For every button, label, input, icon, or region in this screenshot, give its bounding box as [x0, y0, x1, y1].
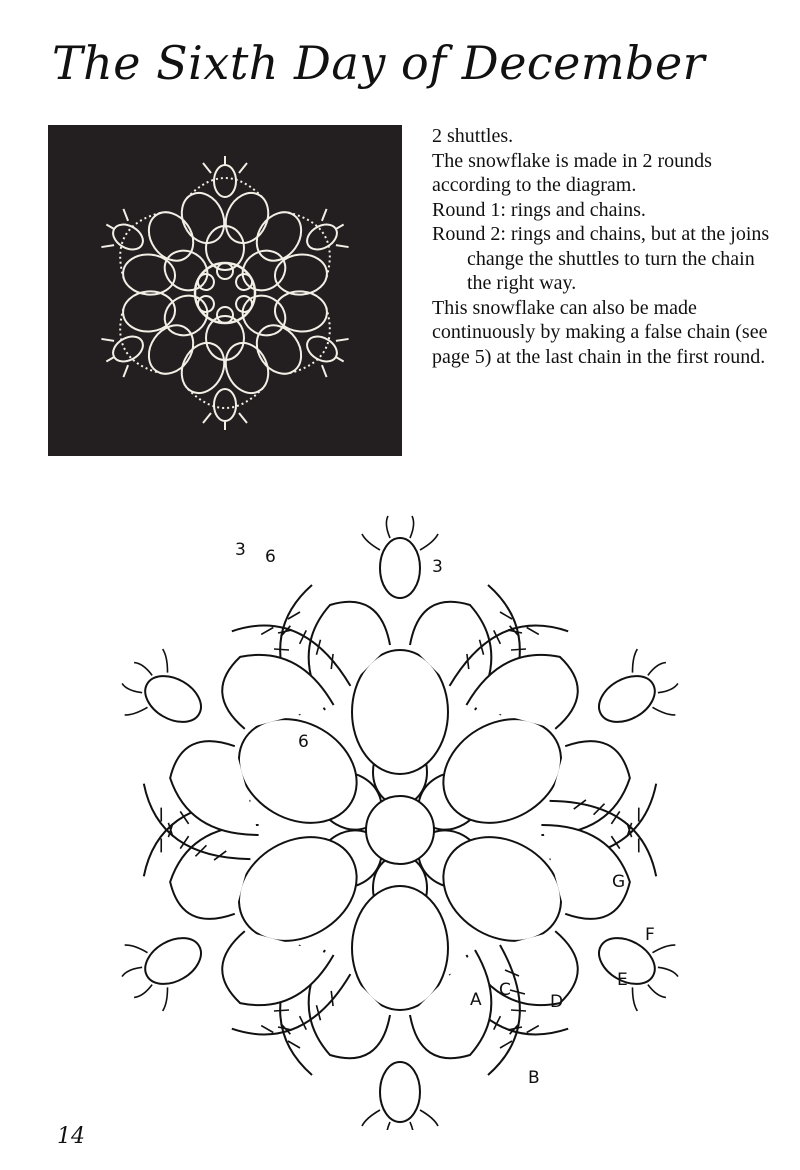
label-g: G [612, 872, 626, 892]
label-e: E [617, 970, 628, 990]
count-label: 3 [432, 557, 443, 577]
instructions [432, 124, 782, 369]
label-b: B [528, 1068, 540, 1088]
count-label: 6 [298, 732, 309, 752]
count-label: 3 [235, 540, 246, 560]
snowflake-photo [48, 125, 402, 456]
instruction-line: The snowflake is made in 2 rounds according to the diagram. [432, 149, 712, 196]
page-number: 14 [57, 1124, 85, 1149]
label-f: F [645, 925, 655, 945]
page-title: The Sixth Day of December [52, 36, 706, 90]
count-label: 6 [265, 547, 276, 567]
instruction-line: This snowflake can also be made continuously by making a false chain (see page 5) at the last chain in the first round. [432, 296, 768, 368]
instruction-line: Round 1: rings and chains. [432, 198, 646, 221]
label-d: D [550, 992, 564, 1012]
label-a: A [470, 990, 482, 1010]
instruction-line: 2 shuttles. [432, 125, 514, 147]
instruction-line: Round 2: rings and chains, but at the joins change the shuttles to turn the chain the right way. [432, 223, 770, 294]
snowflake-diagram-icon [40, 500, 780, 1130]
snowflake-photo-icon [48, 125, 402, 456]
snowflake-diagram [40, 500, 780, 1130]
label-c: C [499, 980, 511, 1000]
